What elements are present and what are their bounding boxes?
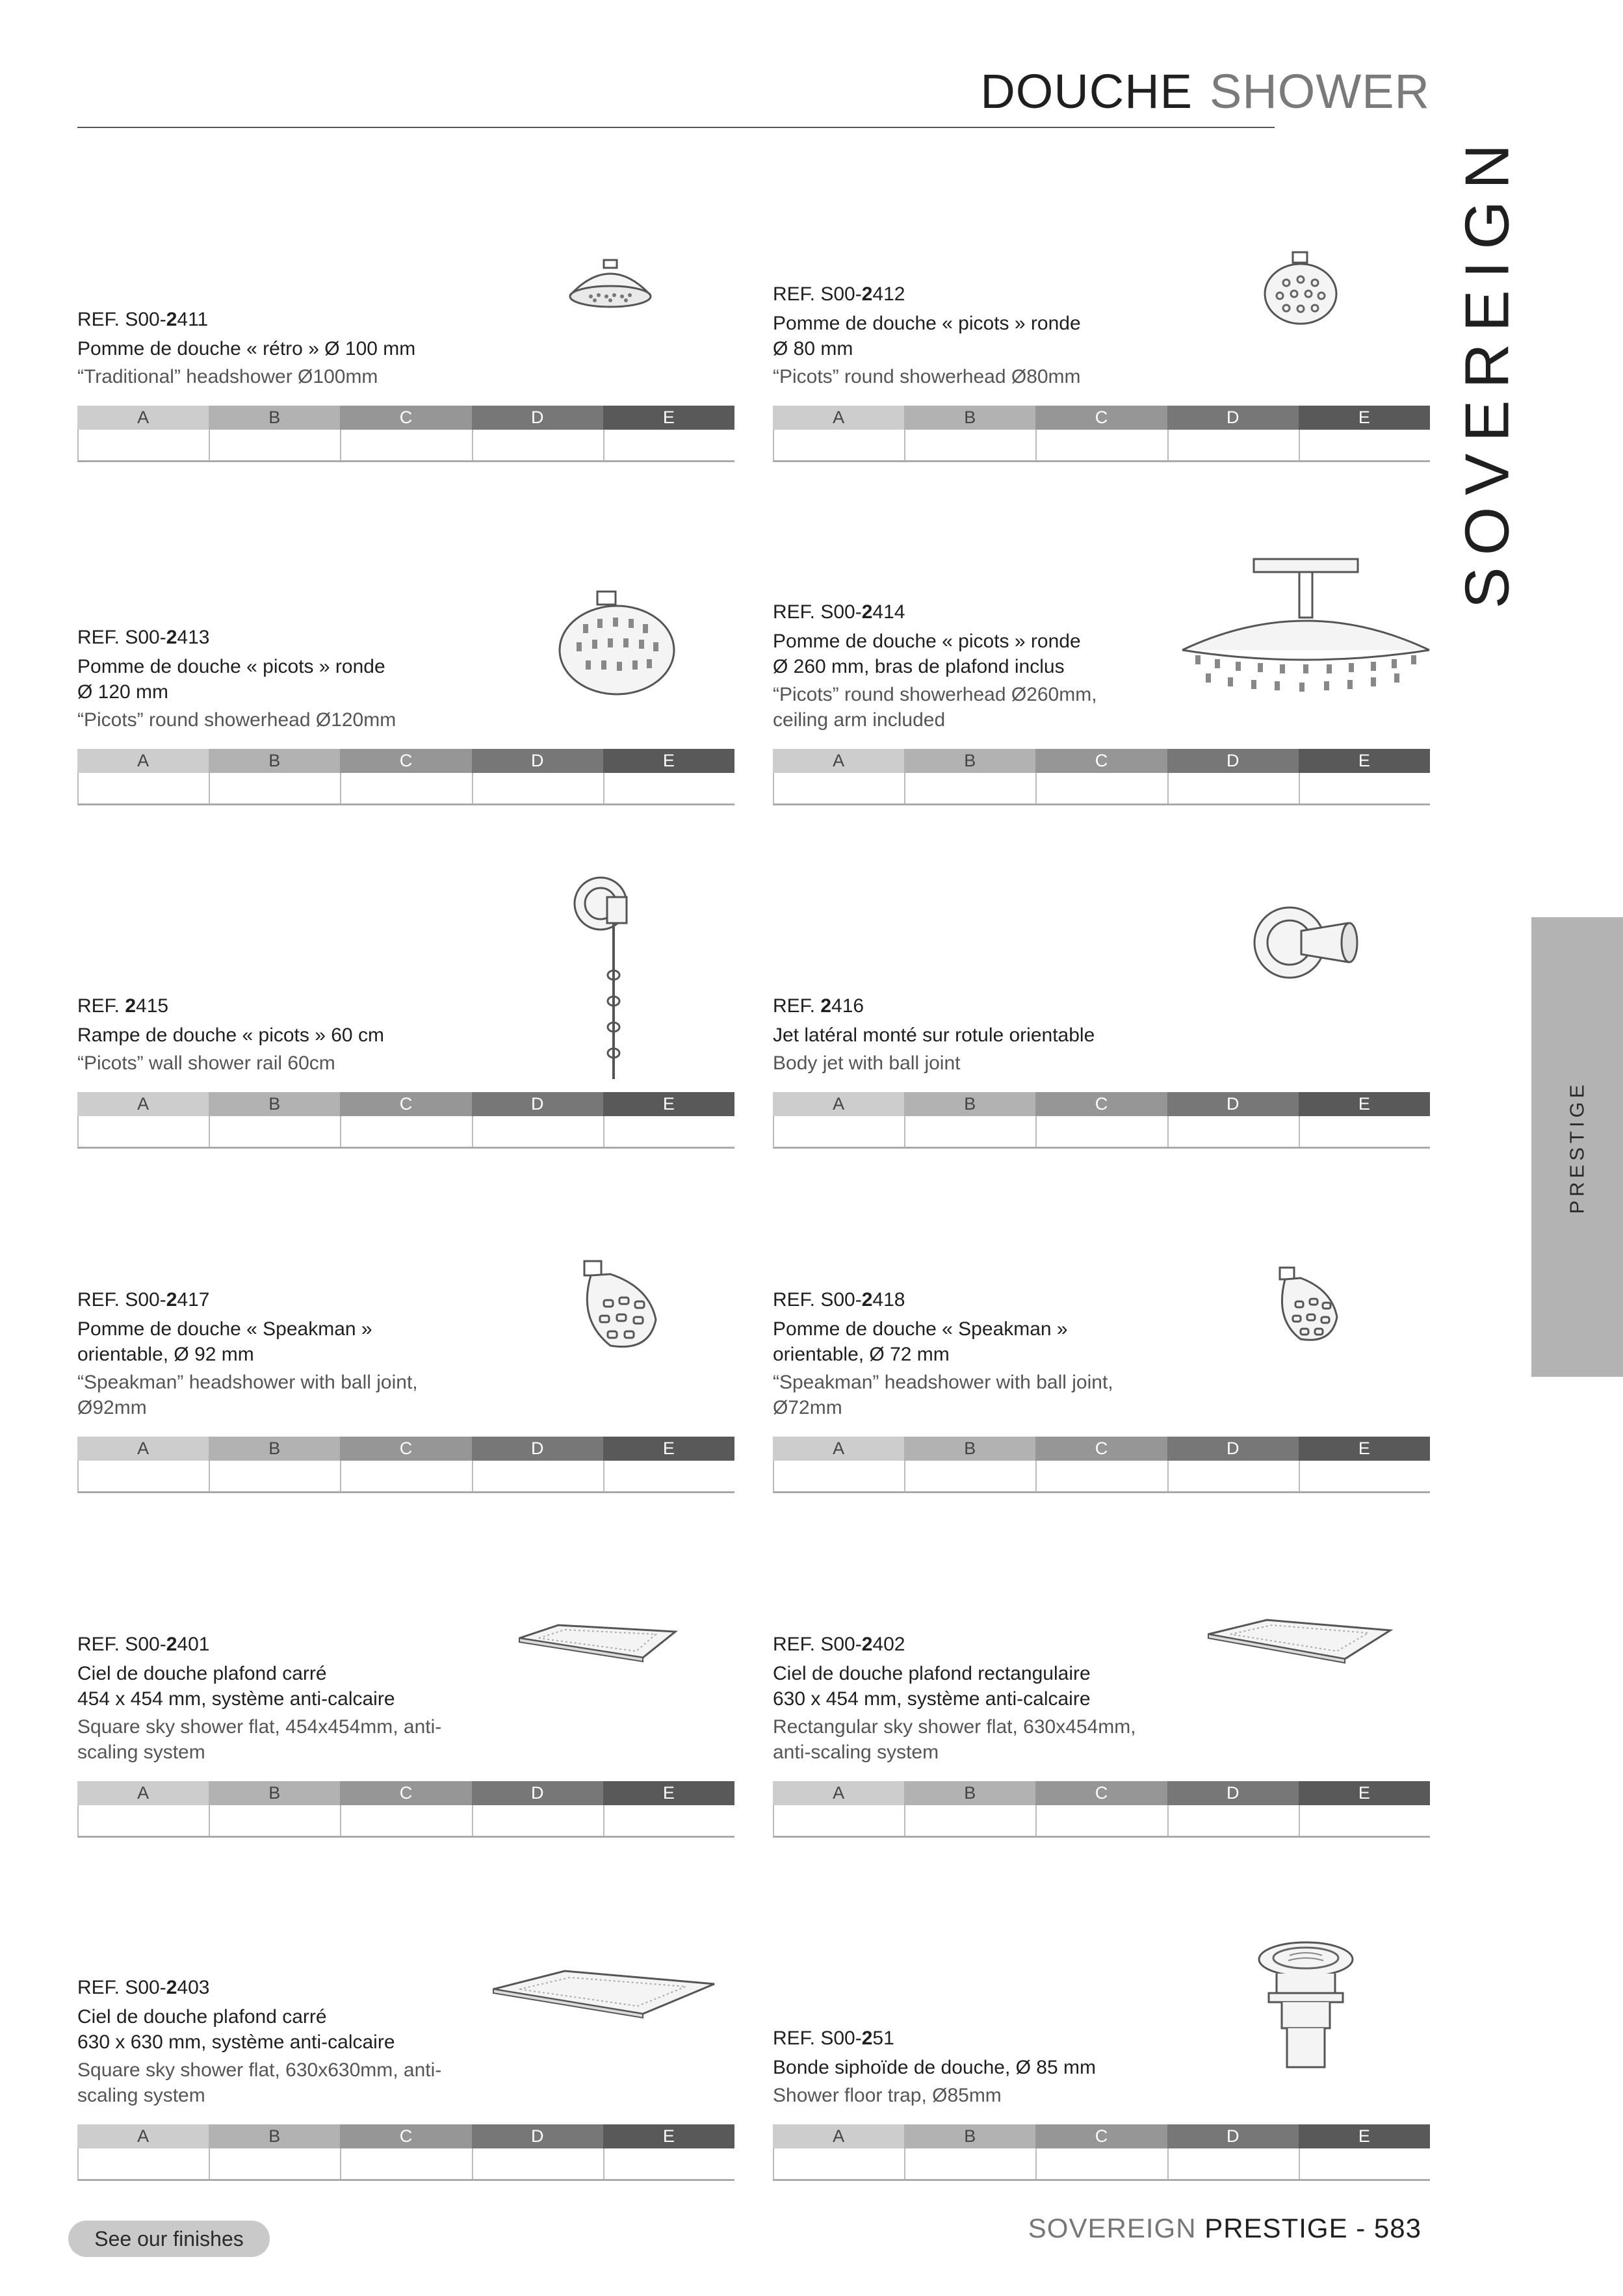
finish-cell xyxy=(774,2148,905,2179)
finish-option-d: D xyxy=(472,1437,603,1461)
product-card xyxy=(77,1950,734,2182)
finish-option-c: C xyxy=(1035,1781,1167,1805)
finish-option-e: E xyxy=(1299,406,1430,430)
body-jet-icon xyxy=(1251,897,1368,988)
finish-cell xyxy=(1169,1805,1300,1836)
page-title xyxy=(980,64,1430,118)
product-name-fr: Rampe de douche « picots » 60 cm xyxy=(77,1024,384,1046)
product-card xyxy=(773,1612,1430,1838)
product-card xyxy=(773,546,1430,806)
finish-cell xyxy=(905,1805,1037,1836)
finish-cell xyxy=(604,1805,734,1836)
finish-option-b: B xyxy=(904,1092,1035,1116)
header-divider xyxy=(77,127,1275,128)
finish-table xyxy=(773,2124,1430,2182)
retro-showerhead-icon xyxy=(558,254,662,312)
finish-cell xyxy=(341,1116,473,1147)
footer-collection: PRESTIGE xyxy=(1204,2213,1348,2243)
finish-option-a: A xyxy=(77,1092,209,1116)
product-name-en: “Speakman” headshower with ball joint, Ø72mm xyxy=(773,1372,1113,1418)
finish-option-c: C xyxy=(340,406,471,430)
finish-cell xyxy=(1169,430,1300,460)
finish-cell xyxy=(1300,2148,1430,2179)
product-card xyxy=(77,858,734,1149)
finish-cell xyxy=(1037,2148,1168,2179)
finish-cell xyxy=(905,2148,1037,2179)
small-speakman-showerhead-icon xyxy=(1267,1261,1345,1352)
product-card xyxy=(773,1261,1430,1494)
finish-option-e: E xyxy=(1299,1781,1430,1805)
finish-cell xyxy=(1300,773,1430,803)
finish-value-row xyxy=(773,773,1430,805)
finish-option-c: C xyxy=(1035,406,1167,430)
product-ref: REF. S00-2411 xyxy=(77,309,209,330)
finish-option-e: E xyxy=(603,406,734,430)
product-text xyxy=(773,2022,1202,2108)
finish-option-b: B xyxy=(904,406,1035,430)
product-name-en: Rectangular sky shower flat, 630x454mm, anti-scaling system xyxy=(773,1716,1136,1763)
see-finishes-button[interactable]: See our finishes xyxy=(68,2221,270,2257)
finish-header-row xyxy=(77,1092,734,1116)
product-text xyxy=(773,990,1202,1076)
product-name-en: “Traditional” headshower Ø100mm xyxy=(77,366,378,387)
finish-header-row xyxy=(77,2124,734,2148)
finish-option-e: E xyxy=(1299,749,1430,773)
product-ref: REF. S00-2402 xyxy=(773,1634,905,1655)
finish-table xyxy=(773,1781,1430,1838)
product-card xyxy=(773,1937,1430,2182)
product-text xyxy=(773,278,1202,389)
finish-cell xyxy=(341,1805,473,1836)
finish-cell xyxy=(79,2148,210,2179)
page-title-en: SHOWER xyxy=(1210,64,1430,118)
product-name-fr: Pomme de douche « rétro » Ø 100 mm xyxy=(77,338,416,359)
finish-option-b: B xyxy=(904,749,1035,773)
product-name-fr: Pomme de douche « picots » ronde Ø 260 mm, bras de plafond inclus xyxy=(773,631,1081,677)
finish-cell xyxy=(905,1461,1037,1491)
side-tab-prestige[interactable] xyxy=(1531,917,1623,1377)
finish-table xyxy=(77,406,734,463)
finish-cell xyxy=(604,773,734,803)
product-name-en: “Picots” wall shower rail 60cm xyxy=(77,1052,335,1074)
finish-option-b: B xyxy=(209,1781,340,1805)
finish-cell xyxy=(473,1461,604,1491)
finish-option-a: A xyxy=(77,1781,209,1805)
finish-cell xyxy=(473,773,604,803)
brand-vertical xyxy=(1419,132,1555,609)
finish-value-row xyxy=(77,1461,734,1493)
finish-option-a: A xyxy=(773,749,904,773)
finish-cell xyxy=(210,2148,341,2179)
finish-value-row xyxy=(77,1116,734,1149)
finish-option-b: B xyxy=(209,749,340,773)
product-name-fr: Ciel de douche plafond carré 630 x 630 mm, système anti-calcaire xyxy=(77,2006,395,2053)
finish-cell xyxy=(774,430,905,460)
finish-option-c: C xyxy=(340,1092,471,1116)
product-ref: REF. S00-251 xyxy=(773,2028,894,2049)
product-ref: REF. S00-2418 xyxy=(773,1289,905,1311)
speakman-showerhead-icon xyxy=(571,1255,662,1359)
finish-option-d: D xyxy=(472,1781,603,1805)
brand-vertical-label: SOVEREIGN xyxy=(1452,132,1522,609)
product-name-en: Shower floor trap, Ø85mm xyxy=(773,2085,1002,2106)
finish-option-e: E xyxy=(603,749,734,773)
finish-cell xyxy=(210,1461,341,1491)
finish-value-row xyxy=(77,773,734,805)
product-ref: REF. S00-2403 xyxy=(77,1977,210,1998)
product-ref: REF. 2415 xyxy=(77,995,169,1017)
page-title-fr: DOUCHE xyxy=(980,64,1193,118)
product-ref: REF. S00-2413 xyxy=(77,627,210,648)
finish-option-a: A xyxy=(77,1437,209,1461)
product-name-fr: Bonde siphoïde de douche, Ø 85 mm xyxy=(773,2057,1096,2078)
product-name-fr: Pomme de douche « Speakman » orientable, Ø 92 mm xyxy=(77,1318,372,1365)
product-card xyxy=(77,572,734,806)
finish-option-a: A xyxy=(773,1781,904,1805)
product-card xyxy=(773,897,1430,1149)
finish-option-a: A xyxy=(773,406,904,430)
product-name-en: “Picots” round showerhead Ø120mm xyxy=(77,709,396,731)
finish-option-a: A xyxy=(773,1092,904,1116)
finish-table xyxy=(773,1437,1430,1494)
product-text xyxy=(77,621,506,733)
finish-header-row xyxy=(773,406,1430,430)
finish-option-e: E xyxy=(1299,1092,1430,1116)
finish-option-c: C xyxy=(1035,1437,1167,1461)
product-text xyxy=(773,1628,1202,1765)
finish-option-e: E xyxy=(603,1437,734,1461)
finish-cell xyxy=(1169,773,1300,803)
finish-cell xyxy=(905,430,1037,460)
product-name-fr: Pomme de douche « Speakman » orientable, Ø 72 mm xyxy=(773,1318,1068,1365)
product-card xyxy=(77,247,734,463)
finish-value-row xyxy=(773,430,1430,462)
finish-cell xyxy=(774,1805,905,1836)
finish-option-d: D xyxy=(1167,406,1299,430)
finish-table xyxy=(77,1437,734,1494)
finish-option-e: E xyxy=(603,2124,734,2148)
finish-header-row xyxy=(773,749,1430,773)
finish-cell xyxy=(1037,1805,1168,1836)
finish-cell xyxy=(341,2148,473,2179)
finish-cell xyxy=(604,1116,734,1147)
finish-option-d: D xyxy=(1167,1437,1299,1461)
finish-header-row xyxy=(77,1437,734,1461)
finish-header-row xyxy=(77,406,734,430)
finish-cell xyxy=(341,1461,473,1491)
finish-cell xyxy=(1169,1461,1300,1491)
product-text xyxy=(77,1972,506,2108)
finish-cell xyxy=(1037,1116,1168,1147)
product-name-fr: Pomme de douche « picots » ronde Ø 80 mm xyxy=(773,313,1081,359)
finish-cell xyxy=(1300,430,1430,460)
finish-cell xyxy=(1300,1461,1430,1491)
finish-option-a: A xyxy=(77,2124,209,2148)
product-text xyxy=(77,1284,506,1420)
finish-option-a: A xyxy=(773,1437,904,1461)
finish-value-row xyxy=(773,2148,1430,2181)
finish-table xyxy=(77,2124,734,2182)
product-card xyxy=(77,1612,734,1838)
finish-option-c: C xyxy=(340,749,471,773)
finish-value-row xyxy=(77,1805,734,1838)
finish-cell xyxy=(1037,773,1168,803)
finish-cell xyxy=(79,773,210,803)
finish-value-row xyxy=(773,1805,1430,1838)
finish-cell xyxy=(473,2148,604,2179)
finish-option-d: D xyxy=(472,749,603,773)
finish-cell xyxy=(604,2148,734,2179)
finish-cell xyxy=(1037,430,1168,460)
product-card xyxy=(773,247,1430,463)
finish-cell xyxy=(79,430,210,460)
finish-option-e: E xyxy=(1299,1437,1430,1461)
product-name-en: Body jet with ball joint xyxy=(773,1052,961,1074)
shower-rail-icon xyxy=(568,865,659,1086)
product-name-en: Square sky shower flat, 454x454mm, anti- scaling system xyxy=(77,1716,442,1763)
product-name-fr: Ciel de douche plafond carré 454 x 454 mm, système anti-calcaire xyxy=(77,1663,395,1710)
finish-option-d: D xyxy=(1167,749,1299,773)
finish-table xyxy=(773,749,1430,806)
finish-cell xyxy=(604,430,734,460)
floor-trap-icon xyxy=(1251,1937,1361,2080)
finish-option-a: A xyxy=(77,749,209,773)
finish-table xyxy=(77,1781,734,1838)
finish-option-c: C xyxy=(340,2124,471,2148)
finish-cell xyxy=(341,430,473,460)
product-card xyxy=(77,1255,734,1494)
product-name-en: “Speakman” headshower with ball joint, Ø92mm xyxy=(77,1372,418,1418)
finish-cell xyxy=(473,430,604,460)
side-tab-label: PRESTIGE xyxy=(1565,1080,1589,1214)
finish-option-b: B xyxy=(904,2124,1035,2148)
finish-table xyxy=(77,749,734,806)
finish-cell xyxy=(1169,1116,1300,1147)
product-text xyxy=(77,304,506,389)
finish-header-row xyxy=(77,1781,734,1805)
finish-cell xyxy=(1037,1461,1168,1491)
product-name-en: Square sky shower flat, 630x630mm, anti- scaling system xyxy=(77,2059,442,2106)
footer-page-number: - 583 xyxy=(1356,2213,1422,2243)
finish-option-b: B xyxy=(209,406,340,430)
finish-option-d: D xyxy=(472,406,603,430)
finish-cell xyxy=(774,1116,905,1147)
finish-header-row xyxy=(773,1437,1430,1461)
product-name-en: “Picots” round showerhead Ø80mm xyxy=(773,366,1081,387)
sky-shower-square-icon xyxy=(513,1619,682,1671)
finish-option-c: C xyxy=(340,1781,471,1805)
finish-value-row xyxy=(773,1116,1430,1149)
product-ref: REF. S00-2412 xyxy=(773,283,905,305)
page-footer xyxy=(1028,2213,1422,2244)
finish-header-row xyxy=(773,1092,1430,1116)
finish-cell xyxy=(79,1461,210,1491)
product-name-fr: Pomme de douche « picots » ronde Ø 120 mm xyxy=(77,656,385,703)
sky-shower-large-icon xyxy=(487,1963,721,2028)
finish-option-e: E xyxy=(603,1092,734,1116)
finish-option-c: C xyxy=(1035,2124,1167,2148)
finish-cell xyxy=(1300,1116,1430,1147)
finish-cell xyxy=(210,1805,341,1836)
finish-cell xyxy=(341,773,473,803)
finish-table xyxy=(773,406,1430,463)
finish-table xyxy=(77,1092,734,1149)
product-text xyxy=(77,1628,506,1765)
finish-cell xyxy=(1169,2148,1300,2179)
finish-option-d: D xyxy=(1167,1092,1299,1116)
product-name-fr: Ciel de douche plafond rectangulaire 630 x 454 mm, système anti-calcaire xyxy=(773,1663,1091,1710)
finish-cell xyxy=(1300,1805,1430,1836)
product-name-en: “Picots” round showerhead Ø260mm, ceiling arm included xyxy=(773,684,1097,731)
finish-header-row xyxy=(77,749,734,773)
finish-option-a: A xyxy=(77,406,209,430)
finish-option-b: B xyxy=(209,1092,340,1116)
finish-value-row xyxy=(773,1461,1430,1493)
round-showerhead-icon xyxy=(552,585,682,702)
finish-cell xyxy=(473,1805,604,1836)
finish-option-d: D xyxy=(1167,1781,1299,1805)
finish-option-b: B xyxy=(209,1437,340,1461)
finish-option-a: A xyxy=(773,2124,904,2148)
ceiling-showerhead-icon xyxy=(1176,553,1436,709)
finish-cell xyxy=(79,1805,210,1836)
product-text xyxy=(77,990,506,1076)
finish-option-e: E xyxy=(1299,2124,1430,2148)
finish-option-b: B xyxy=(904,1781,1035,1805)
finish-cell xyxy=(79,1116,210,1147)
finish-header-row xyxy=(773,1781,1430,1805)
small-round-showerhead-icon xyxy=(1254,247,1351,332)
product-ref: REF. S00-2417 xyxy=(77,1289,210,1311)
finish-option-b: B xyxy=(904,1437,1035,1461)
product-text xyxy=(773,1284,1202,1420)
finish-option-c: C xyxy=(1035,1092,1167,1116)
finish-cell xyxy=(210,1116,341,1147)
finish-cell xyxy=(774,773,905,803)
finish-table xyxy=(773,1092,1430,1149)
finish-cell xyxy=(905,773,1037,803)
finish-value-row xyxy=(77,2148,734,2181)
product-name-fr: Jet latéral monté sur rotule orientable xyxy=(773,1024,1095,1046)
finish-option-d: D xyxy=(472,2124,603,2148)
finish-option-e: E xyxy=(603,1781,734,1805)
finish-option-d: D xyxy=(1167,2124,1299,2148)
product-ref: REF. S00-2414 xyxy=(773,601,905,623)
sky-shower-rectangular-icon xyxy=(1202,1612,1397,1671)
finish-cell xyxy=(774,1461,905,1491)
finish-cell xyxy=(210,430,341,460)
finish-value-row xyxy=(77,430,734,462)
finish-option-c: C xyxy=(1035,749,1167,773)
footer-brand: SOVEREIGN xyxy=(1028,2213,1197,2243)
finish-option-d: D xyxy=(472,1092,603,1116)
finish-cell xyxy=(473,1116,604,1147)
finish-cell xyxy=(604,1461,734,1491)
finish-option-b: B xyxy=(209,2124,340,2148)
finish-cell xyxy=(210,773,341,803)
product-text xyxy=(773,596,1202,733)
finish-header-row xyxy=(773,2124,1430,2148)
finish-option-c: C xyxy=(340,1437,471,1461)
product-ref: REF. 2416 xyxy=(773,995,864,1017)
product-ref: REF. S00-2401 xyxy=(77,1634,210,1655)
finish-cell xyxy=(905,1116,1037,1147)
